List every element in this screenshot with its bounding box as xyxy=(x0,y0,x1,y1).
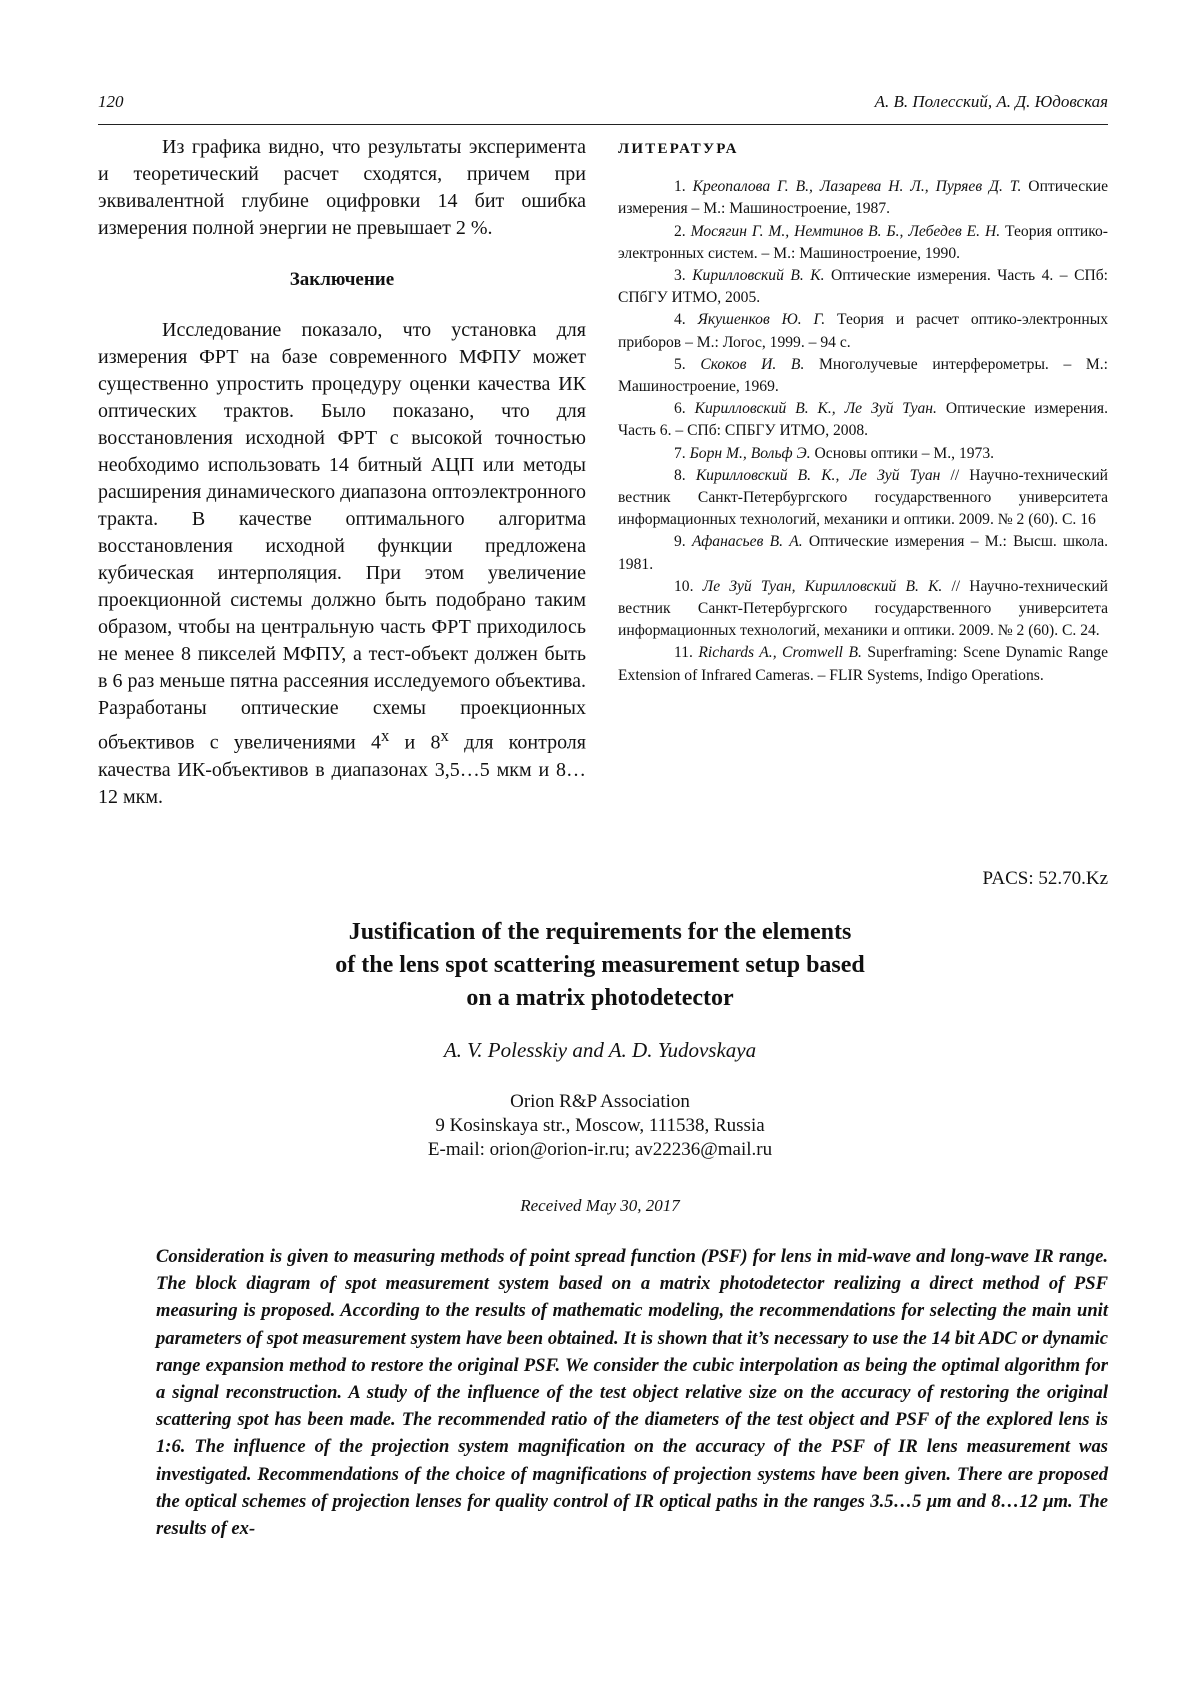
reference-authors: Мосягин Г. М., Немтинов В. Б., Лебедев Е. Н. xyxy=(690,222,1001,240)
reference-authors: Якушенков Ю. Г. xyxy=(697,311,826,329)
reference-rest: Основы оптики – М., 1973. xyxy=(810,444,995,462)
affiliation-org: Orion R&P Association xyxy=(510,1091,690,1112)
affiliation-email: E-mail: orion@orion-ir.ru; av22236@mail.ru xyxy=(427,1139,773,1160)
reference-num: 5. xyxy=(674,355,701,373)
reference-rest: Теория и расчет оптико-электронных приборов – М.: Логос, 1999. – 94 с. xyxy=(618,311,1109,351)
superscript-x-2: x xyxy=(440,726,449,745)
reference-rest: Оптические измерения. Часть 4. – СПб: СПбГУ ИТМО, 2005. xyxy=(618,267,1109,307)
pacs-code: PACS: 52.70.Kz xyxy=(982,868,1108,889)
received-date: Received May 30, 2017 xyxy=(520,1196,680,1215)
conclusion-heading: Заключение xyxy=(289,269,395,290)
running-header xyxy=(98,92,1108,112)
reference-rest: Оптические измерения – М.: Высш. школа. 1981. xyxy=(618,533,1109,573)
reference-item xyxy=(618,221,1108,265)
reference-item xyxy=(618,443,1108,465)
reference-num: 11. xyxy=(674,644,699,662)
left-column xyxy=(98,134,586,811)
conclusion-and: и 8 xyxy=(389,731,441,754)
running-authors: А. В. Полесский, А. Д. Юдовская xyxy=(874,92,1108,111)
reference-item xyxy=(618,309,1108,353)
references-heading: ЛИТЕРАТУРА xyxy=(618,141,739,157)
reference-item xyxy=(618,265,1108,309)
reference-item xyxy=(618,576,1108,643)
affiliation xyxy=(180,1090,1020,1162)
reference-num: 10. xyxy=(674,577,703,595)
english-title xyxy=(180,916,1020,1015)
reference-authors: Кирилловский В. К., Ле Зуй Туан. xyxy=(694,400,937,418)
reference-rest: Теория оптико-электронных систем. – М.: Машиностроение, 1990. xyxy=(618,222,1108,262)
references-list xyxy=(618,176,1108,687)
title-line: on a matrix photodetector xyxy=(466,985,734,1011)
reference-authors: Креопалова Г. В., Лазарева Н. Л., Пуряев Д. Т. xyxy=(692,178,1022,196)
title-line: Justification of the requirements for the elements xyxy=(348,919,852,945)
conclusion-end: для контроля качества ИК-объективов в диапазонах 3,5…5 мкм и 8…12 мкм. xyxy=(98,731,586,808)
abstract: Consideration is given to measuring methods of point spread function (PSF) for lens in mid-wave and long-wave IR range. The block diagram of spot measurement system based on a matrix photodetector realizing a direct method of PSF measuring is proposed. According to the results of mathematic modeling, the recommendations for selecting the main unit parameters of spot measurement system have been obtained. It is shown that it’s necessary to use the 14 bit ADC or dynamic range expansion method to restore the original PSF. We consider the cubic interpolation as being the optimal algorithm for a signal reconstruction. A study of the influence of the test object relative size on the accuracy of restoring the original scattering spot has been made. The recommended ratio of the diameters of the test object and PSF of the explored lens is 1:6. The influence of the projection system magnification on the accuracy of the PSF of IR lens measurement was investigated. Recommendations of the choice of magnifications of projection systems have been given. There are proposed the optical schemes of projection lenses for quality control of IR optical paths in the ranges 3.5…5 μm and 8…12 μm. The results of ex- xyxy=(156,1246,1108,1540)
reference-rest: // Научно-технический вестник Санкт-Петербургского государственного университета информационных технологий, механики и оптики. 2009. № 2 (60). С. 16 xyxy=(618,466,1109,529)
reference-authors: Кирилловский В. К. xyxy=(692,267,825,285)
reference-item xyxy=(618,465,1108,532)
conclusion-paragraph xyxy=(98,317,586,811)
reference-num: 7. xyxy=(674,444,690,462)
reference-rest: // Научно-технический вестник Санкт-Петербургского государственного университета информационных технологий, механики и оптики. 2009. № 2 (60). С. 24. xyxy=(618,577,1109,640)
title-line: of the lens spot scattering measurement setup based xyxy=(335,952,865,978)
reference-item xyxy=(618,176,1108,220)
results-paragraph: Из графика видно, что результаты эксперимента и теоретический расчет сходятся, причем при эквивалентной глубине оцифровки 14 бит ошибка измерения полной энергии не превышает 2 %. xyxy=(98,136,586,239)
reference-num: 2. xyxy=(674,222,691,240)
reference-rest: Оптические измерения – М.: Машиностроение, 1987. xyxy=(618,178,1108,218)
reference-rest: Superframing: Scene Dynamic Range Extension of Infrared Cameras. – FLIR Systems, Indigo Operations. xyxy=(618,644,1109,684)
reference-item xyxy=(618,642,1108,686)
reference-num: 6. xyxy=(674,400,695,418)
conclusion-text: Исследование показало, что установка для измерения ФРТ на базе современного МФПУ может существенно упростить процедуру оценки качества ИК оптических трактов. Было показано, что для восстановления исходной ФРТ с высокой точностью необходимо использовать 14 битный АЦП или методы расширения динамического диапазона оптоэлектронного тракта. В качестве оптимального алгоритма восстановления исходной функции предложена кубическая интерполяция. При этом увеличение проекционной системы должно быть подобрано таким образом, чтобы на центральную часть ФРТ приходилось не менее 8 пикселей МФПУ, а тест-объект должен быть в 6 раз меньше пятна рассеяния исследуемого объектива. Разработаны оптические схемы проекционных объективов с увеличениями 4 xyxy=(98,319,586,754)
reference-item xyxy=(618,354,1108,398)
references-column xyxy=(618,134,1108,687)
affiliation-address: 9 Kosinskaya str., Moscow, 111538, Russia xyxy=(435,1115,765,1136)
reference-item xyxy=(618,398,1108,442)
reference-authors: Richards A., Cromwell B. xyxy=(698,644,862,662)
reference-rest: Оптические измерения. Часть 6. – СПб: СПБГУ ИТМО, 2008. xyxy=(618,400,1108,440)
reference-item xyxy=(618,531,1108,575)
reference-rest: Многолучевые интерферометры. – М.: Машиностроение, 1969. xyxy=(618,355,1108,396)
reference-authors: Афанасьев В. А. xyxy=(691,533,803,551)
reference-authors: Кирилловский В. К., Ле Зуй Туан xyxy=(695,466,941,484)
reference-num: 4. xyxy=(674,311,698,329)
reference-authors: Борн М., Вольф Э. xyxy=(689,444,811,462)
header-rule xyxy=(98,124,1108,125)
english-authors: A. V. Polesskiy and A. D. Yudovskaya xyxy=(443,1038,757,1062)
reference-authors: Скоков И. В. xyxy=(700,355,805,373)
reference-num: 8. xyxy=(674,466,696,484)
superscript-x: x xyxy=(380,726,390,745)
reference-num: 9. xyxy=(674,533,692,551)
reference-num: 3. xyxy=(674,267,693,285)
reference-num: 1. xyxy=(674,178,693,196)
reference-authors: Ле Зуй Туан, Кирилловский В. К. xyxy=(702,577,943,595)
page-number: 120 xyxy=(98,92,124,111)
